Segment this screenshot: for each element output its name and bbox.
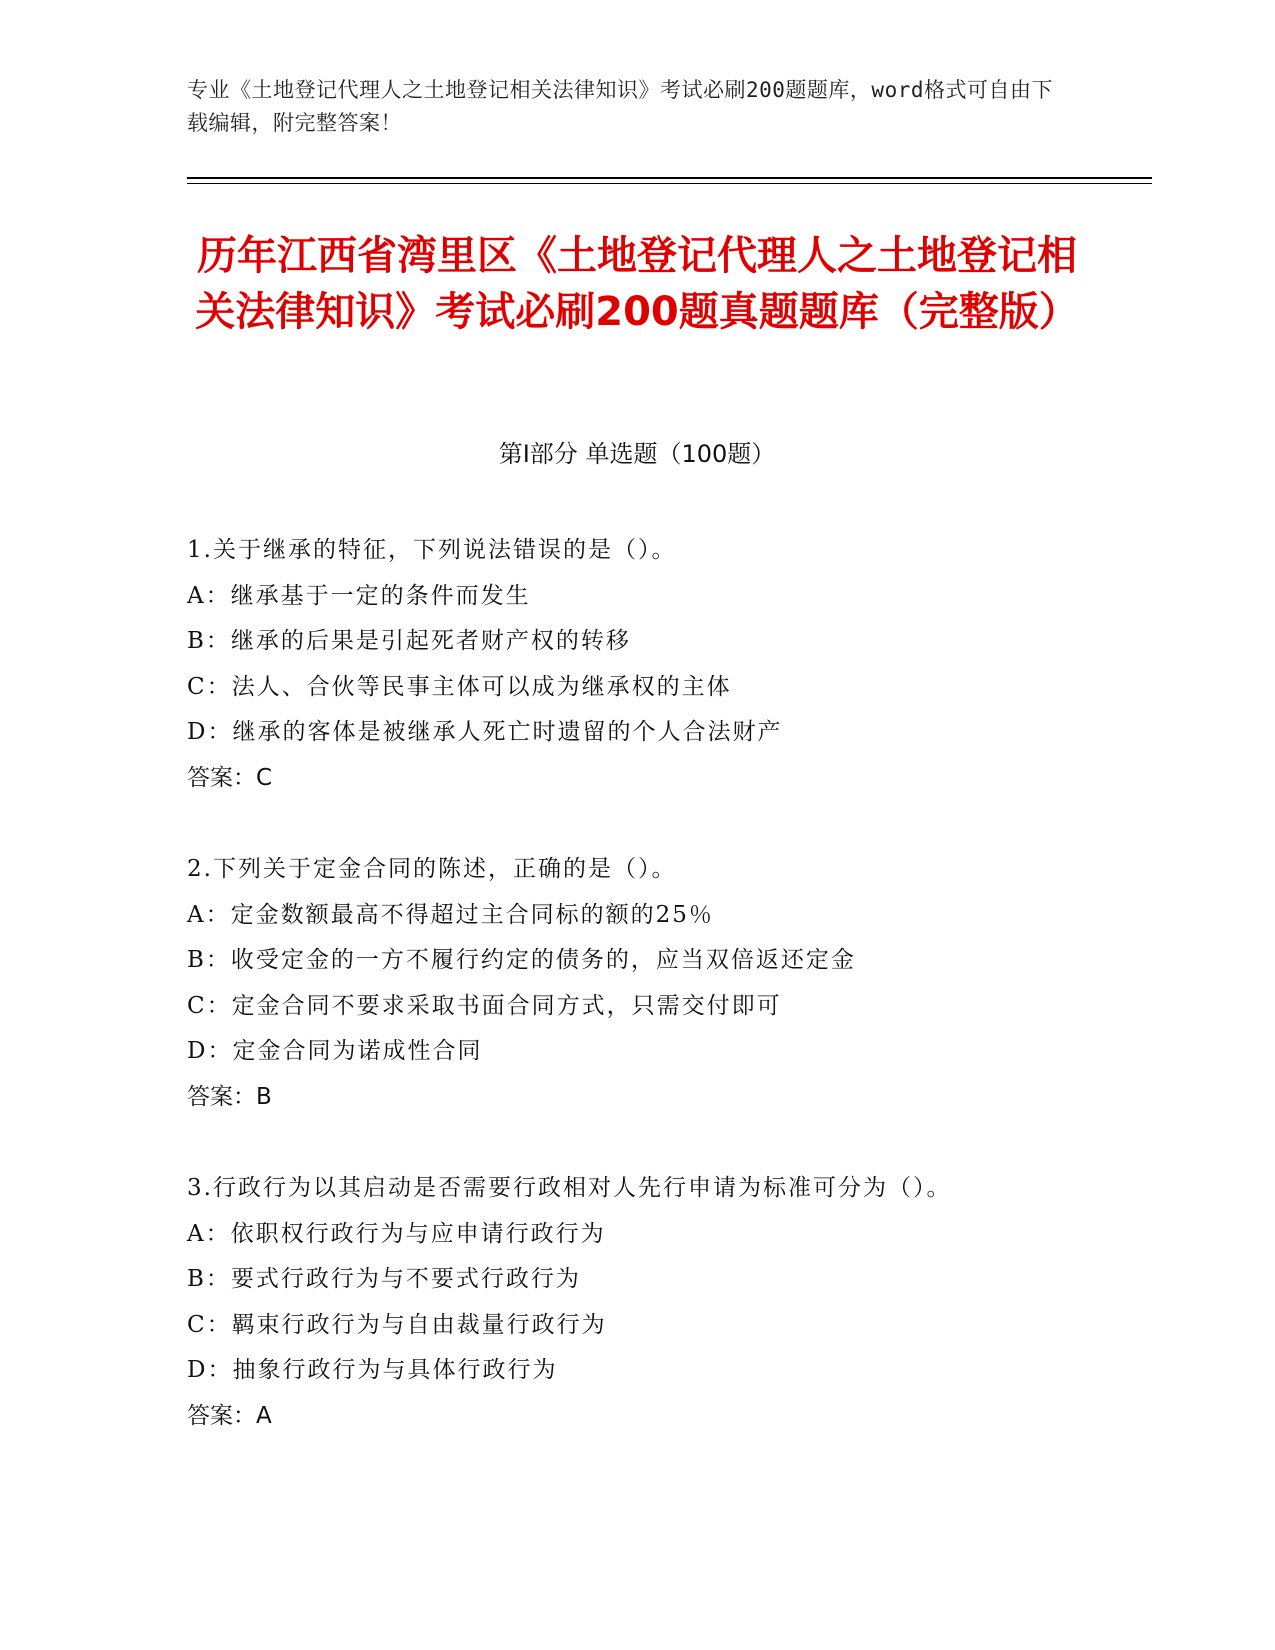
- answer: 答案：A: [187, 1402, 272, 1429]
- option-c: C：定金合同不要求采取书面合同方式，只需交付即可: [187, 992, 782, 1019]
- option-a: A：依职权行政行为与应申请行政行为: [187, 1220, 606, 1247]
- option-b: B：要式行政行为与不要式行政行为: [187, 1266, 581, 1292]
- header-note: 专业《土地登记代理人之土地登记相关法律知识》考试必刷200题题库，word格式可自由下载编辑，附完整答案！: [187, 78, 1053, 135]
- question-3: [187, 1166, 1067, 1439]
- option-b: B：收受定金的一方不履行约定的债务的，应当双倍返还定金: [187, 947, 856, 973]
- option-a: A：定金数额最高不得超过主合同标的额的25％: [187, 901, 714, 928]
- question-1: [187, 528, 1067, 801]
- option-a: A：继承基于一定的条件而发生: [187, 582, 531, 609]
- question-stem: 1.关于继承的特征，下列说法错误的是（）。: [187, 537, 677, 563]
- option-c: C：羁束行政行为与自由裁量行政行为: [187, 1311, 607, 1338]
- question-2: [187, 847, 1067, 1120]
- answer: 答案：B: [187, 1083, 272, 1110]
- question-list: [187, 528, 1067, 1485]
- option-d: D：继承的客体是被继承人死亡时遗留的个人合法财产: [187, 719, 783, 745]
- question-stem: 2.下列关于定金合同的陈述，正确的是（）。: [187, 856, 677, 882]
- document-title: 历年江西省湾里区《土地登记代理人之土地登记相关法律知识》考试必刷200题真题题库（完整版）: [195, 233, 1079, 335]
- option-b: B：继承的后果是引起死者财产权的转移: [187, 628, 631, 654]
- option-d: D：抽象行政行为与具体行政行为: [187, 1357, 558, 1383]
- question-stem: 3.行政行为以其启动是否需要行政相对人先行申请为标准可分为（）。: [187, 1175, 952, 1201]
- answer: 答案：C: [187, 764, 273, 791]
- header-rule-thick: [187, 177, 1152, 179]
- section-title: 第Ⅰ部分 单选题（100题）: [498, 440, 776, 468]
- option-d: D：定金合同为诺成性合同: [187, 1038, 483, 1064]
- option-c: C：法人、合伙等民事主体可以成为继承权的主体: [187, 673, 732, 700]
- header-rule-thin: [187, 183, 1152, 184]
